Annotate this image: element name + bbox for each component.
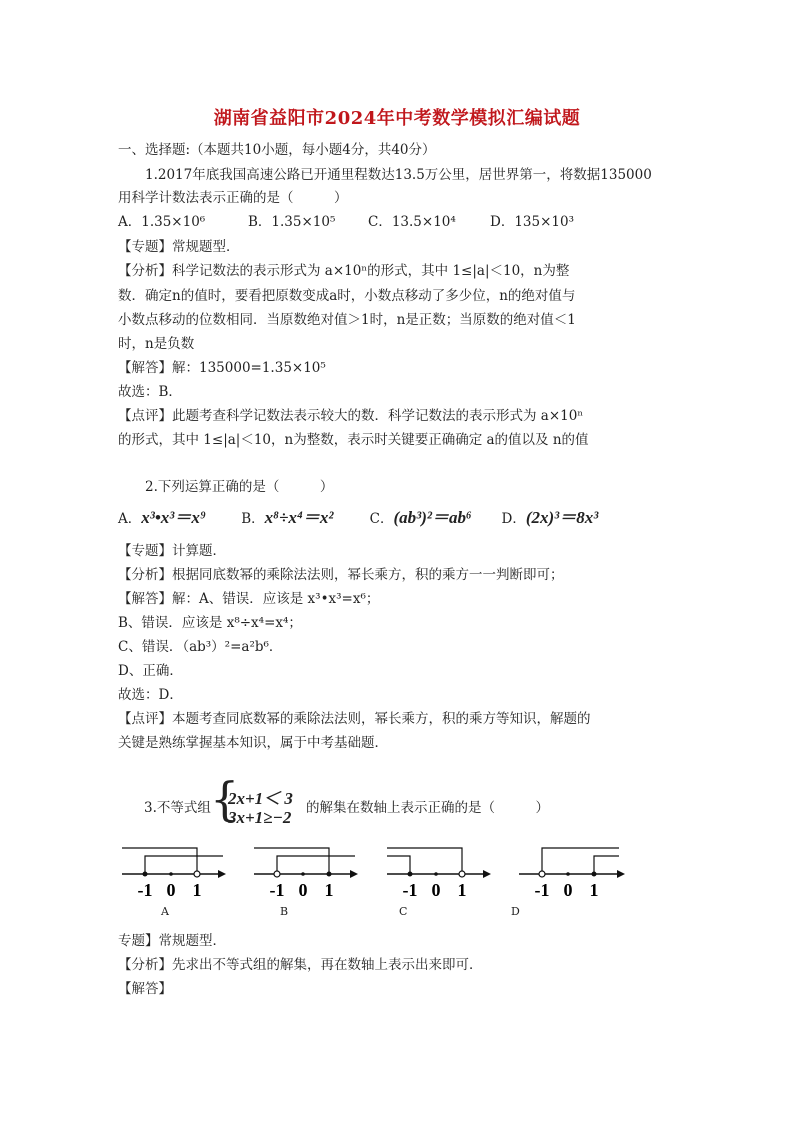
q1-analysis-1: 【分析】科学记数法的表示形式为 a×10ⁿ的形式，其中 1≤|a|＜10，n为整 (118, 263, 570, 279)
tick-label: 1 (457, 880, 467, 900)
section-heading: 一、选择题:（本题共10小题，每小题4分，共40分） (118, 142, 436, 158)
tick-label: -1 (534, 880, 550, 900)
option-label-c: C (399, 905, 408, 918)
q3-ineq-1: 2x+1＜ 3 (228, 789, 293, 808)
q2-expr-a: x³•x³＝x⁹ (141, 508, 206, 527)
q2-label-d: D． (501, 511, 526, 527)
option-label-b: B (280, 905, 289, 918)
q2-options (118, 508, 598, 529)
q1-options (118, 212, 574, 232)
q1-stem-2: 用科学计数法表示正确的是（ ） (118, 190, 348, 206)
q2-comment-1: 【点评】本题考查同底数幂的乘除法法则，幂长乘方，积的乘方等知识，解题的 (118, 711, 591, 727)
tick-label: -1 (137, 880, 153, 900)
number-line-a (118, 838, 228, 902)
q1-analysis-2: 数．确定n的值时，要看把原数变成a时，小数点移动了多少位，n的绝对值与 (118, 288, 576, 304)
number-line-c (383, 838, 493, 902)
number-line-d (515, 838, 630, 902)
q1-option-c: C．13.5×10⁴ (368, 214, 456, 230)
q3-topic: 专题】常规题型． (118, 933, 226, 949)
q2-expr-c: (ab³)²＝ab⁶ (393, 508, 472, 527)
brace-icon: { (210, 772, 240, 826)
q1-choose: 故选：B． (118, 384, 182, 400)
q3-ineq-2: 3x+1≥−2 (228, 808, 292, 827)
q1-comment-1: 【点评】此题考查科学记数法表示较大的数．科学记数法的表示形式为 a×10ⁿ (118, 408, 584, 424)
q1-option-b: B．1.35×10⁵ (248, 214, 336, 230)
q2-topic: 【专题】计算题． (118, 543, 226, 559)
q1-answer: 【解答】解：135000=1.35×10⁵ (118, 360, 326, 376)
q2-label-b: B． (241, 511, 265, 527)
tick-label: 0 (431, 880, 441, 900)
q3-analysis: 【分析】先求出不等式组的解集，再在数轴上表示出来即可． (118, 957, 483, 973)
q2-analysis: 【分析】根据同底数幂的乘除法法则，幂长乘方，积的乘方一一判断即可； (118, 567, 564, 583)
q2-comment-2: 关键是熟练掌握基本知识，属于中考基础题． (118, 735, 388, 751)
q1-analysis-4: 时，n是负数 (118, 336, 195, 352)
q1-topic: 【专题】常规题型． (118, 239, 240, 255)
q2-label-c: C． (369, 511, 394, 527)
tick-label: 1 (192, 880, 202, 900)
q1-stem-1: 1.2017年底我国高速公路已开通里程数达13.5万公里，居世界第一，将数据135000 (145, 167, 652, 183)
q1-option-d: D．135×10³ (490, 214, 574, 230)
q3-prefix: 3.不等式组 (144, 800, 211, 816)
tick-label: 0 (298, 880, 308, 900)
tick-label: 0 (166, 880, 176, 900)
page-title: 湖南省益阳市2024年中考数学模拟汇编试题 (213, 108, 581, 129)
tick-label: 1 (589, 880, 599, 900)
q2-d: D、正确． (118, 663, 183, 679)
q1-analysis-3: 小数点移动的位数相同．当原数绝对值＞1时，n是正数；当原数的绝对值＜1 (118, 312, 576, 328)
option-label-a: A (161, 905, 169, 918)
number-line-b (250, 838, 360, 902)
q2-expr-b: x⁸÷x⁴＝x² (264, 508, 334, 527)
option-label-d: D (511, 905, 520, 918)
q1-option-a: A．1.35×10⁶ (118, 214, 206, 230)
q2-expr-d: (2x)³＝8x³ (525, 508, 599, 527)
q2-b: B、错误．应该是 x⁸÷x⁴=x⁴； (118, 615, 302, 631)
tick-label: -1 (269, 880, 285, 900)
q2-label-a: A． (118, 511, 142, 527)
tick-label: 1 (324, 880, 334, 900)
q3-suffix: 的解集在数轴上表示正确的是（ ） (306, 800, 549, 816)
q3-answer: 【解答】 (118, 981, 172, 997)
q1-comment-2: 的形式，其中 1≤|a|＜10，n为整数，表示时关键要正确确定 a的值以及 n的值 (118, 432, 589, 448)
q2-c: C、错误．（ab³）²=a²b⁶． (118, 639, 283, 655)
tick-label: -1 (402, 880, 418, 900)
q2-stem: 2.下列运算正确的是（ ） (145, 479, 334, 495)
q2-answer: 【解答】解：A、错误．应该是 x³•x³=x⁶； (118, 591, 380, 607)
tick-label: 0 (563, 880, 573, 900)
q2-choose: 故选：D． (118, 687, 183, 703)
